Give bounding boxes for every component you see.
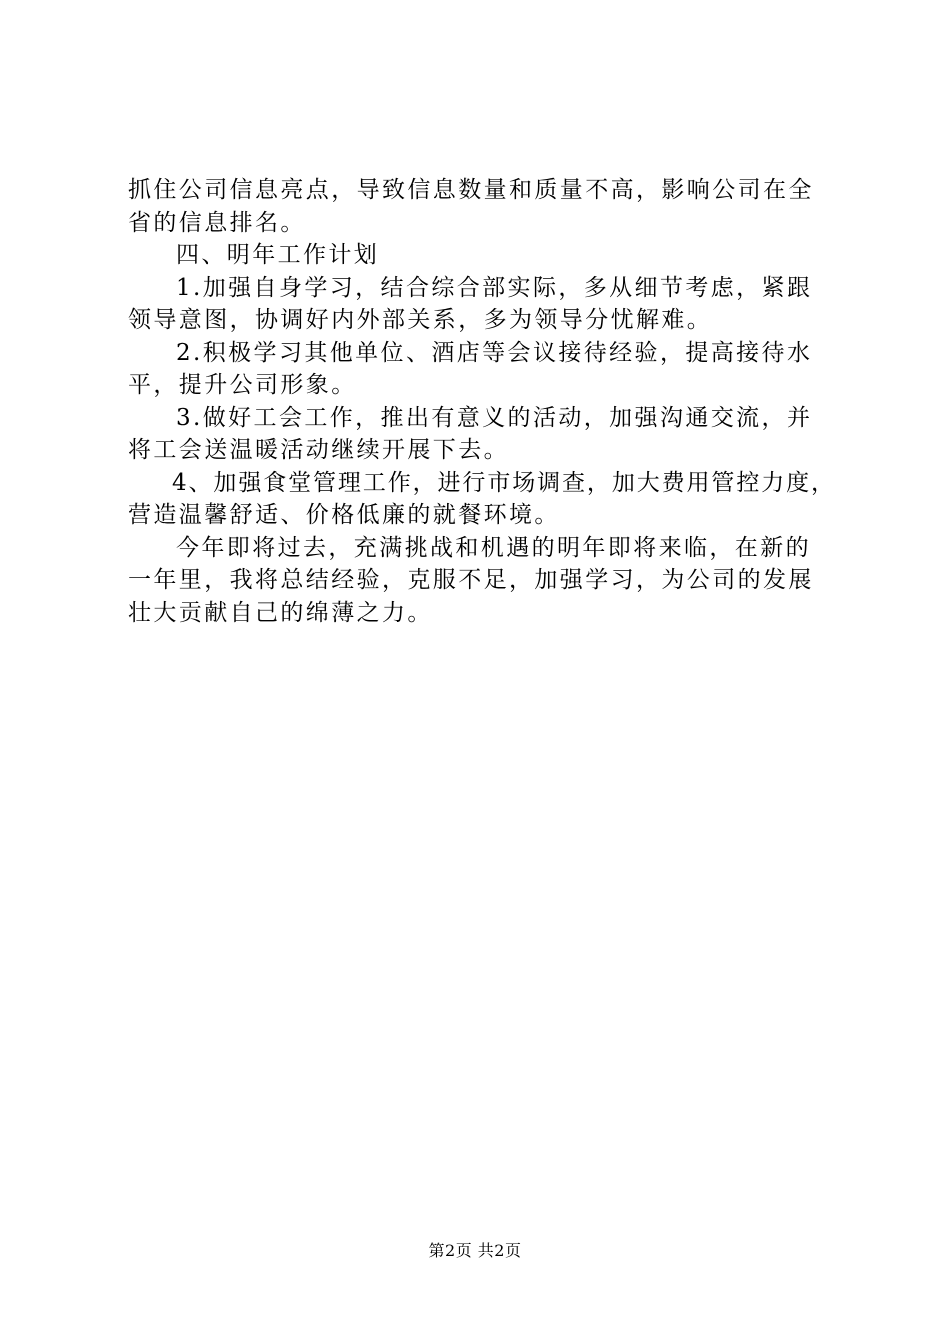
paragraph-line: 领导意图，协调好内外部关系，多为领导分忧解难。	[128, 307, 713, 333]
paragraph-line: 抓住公司信息亮点，导致信息数量和质量不高，影响公司在全	[128, 177, 814, 203]
paragraph-line: 2.积极学习其他单位、酒店等会议接待经验，提高接待水	[176, 339, 813, 366]
paragraph-line: 今年即将过去，充满挑战和机遇的明年即将来临，在新的	[176, 534, 811, 561]
paragraph-line: 营造温馨舒适、价格低廉的就餐环境。	[128, 502, 560, 528]
section-heading: 四、明年工作计划	[176, 242, 380, 268]
paragraph-line: 壮大贡献自己的绵薄之力。	[128, 599, 433, 626]
paragraph-line: 4、加强食堂管理工作，进行市场调查，加大费用管控力度，	[172, 469, 836, 496]
page-footer	[0, 1240, 950, 1262]
paragraph-line: 将工会送温暖活动继续开展下去。	[128, 437, 509, 463]
paragraph-line: 一年里，我将总结经验，克服不足，加强学习，为公司的发展	[128, 567, 814, 593]
document-body	[128, 174, 836, 629]
paragraph-line: 3.做好工会工作，推出有意义的活动，加强沟通交流，并	[176, 404, 813, 431]
paragraph-line: 省的信息排名。	[128, 209, 306, 236]
paragraph-line: 平，提升公司形象。	[128, 372, 357, 398]
paragraph-line: 1.加强自身学习，结合综合部实际，多从细节考虑，紧跟	[176, 274, 813, 301]
page-number-label: 第2页 共2页	[428, 1241, 522, 1260]
